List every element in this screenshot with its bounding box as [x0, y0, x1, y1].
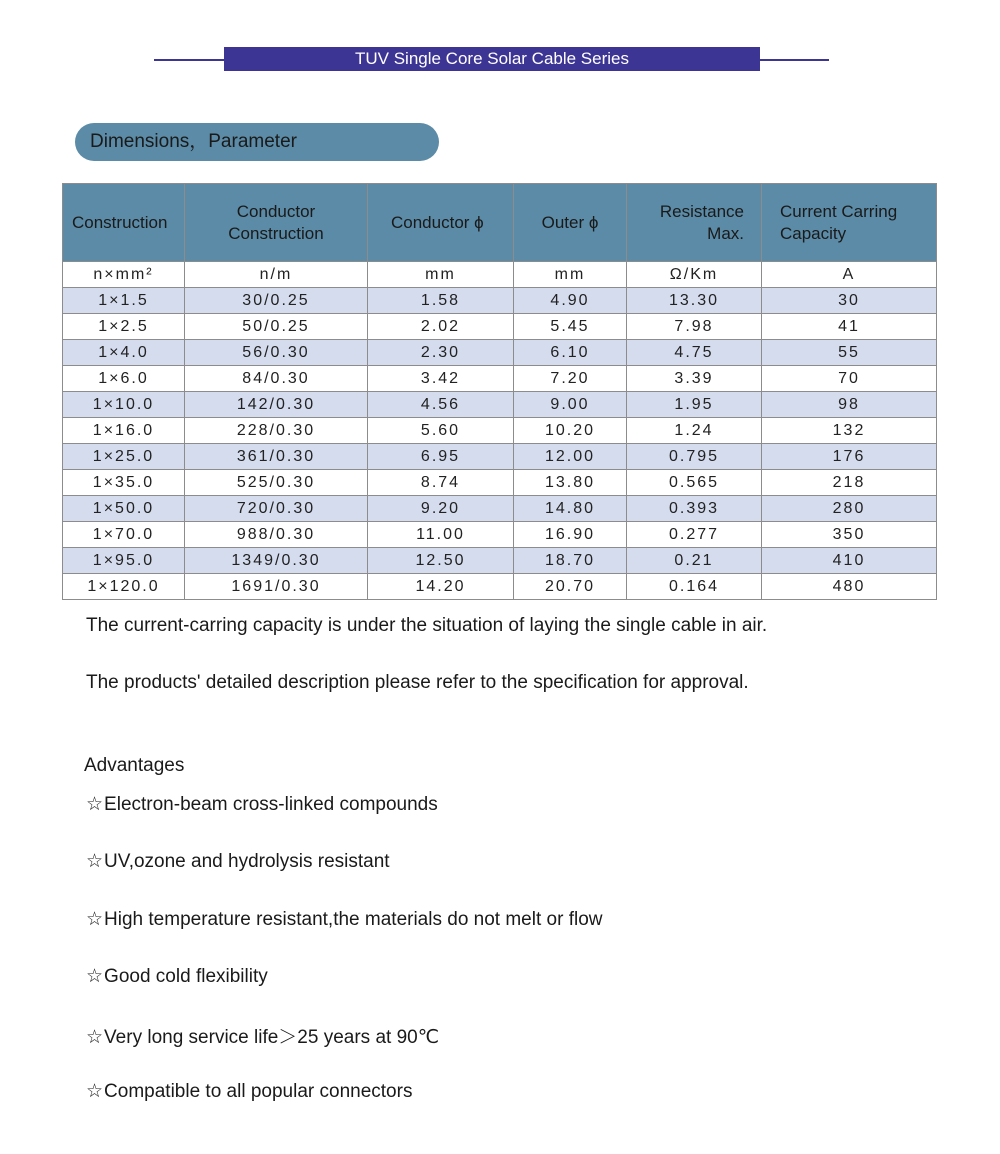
table-cell: 350: [762, 522, 937, 548]
advantage-text: Electron-beam cross-linked compounds: [104, 794, 438, 815]
col-header-resistance: [627, 184, 762, 262]
advantage-item: [86, 793, 438, 816]
table-cell: 0.21: [627, 548, 762, 574]
note-current-capacity: The current-carring capacity is under the situation of laying the single cable in air.: [86, 615, 768, 636]
col-header-construction: Construction: [63, 184, 185, 262]
table-row: [63, 548, 937, 574]
table-cell: 1349/0.30: [185, 548, 368, 574]
star-icon: ☆: [86, 851, 104, 872]
table-cell: 361/0.30: [185, 444, 368, 470]
table-cell: 0.164: [627, 574, 762, 600]
advantage-item: [86, 1022, 439, 1049]
table-row: [63, 314, 937, 340]
star-icon: ☆: [86, 909, 104, 930]
table-cell: 1×120.0: [63, 574, 185, 600]
table-cell: 41: [762, 314, 937, 340]
table-cell: 84/0.30: [185, 366, 368, 392]
table-cell: 9.00: [514, 392, 627, 418]
table-cell: 13.30: [627, 288, 762, 314]
spec-table: [62, 183, 937, 600]
advantage-text: Very long service life＞25 years at 90℃: [104, 1027, 440, 1048]
unit-cell: mm: [368, 262, 514, 288]
table-cell: 2.30: [368, 340, 514, 366]
star-icon: ☆: [86, 794, 104, 815]
table-cell: 218: [762, 470, 937, 496]
advantage-text: Compatible to all popular connectors: [104, 1081, 413, 1102]
unit-cell: Ω/Km: [627, 262, 762, 288]
table-cell: 410: [762, 548, 937, 574]
table-cell: 56/0.30: [185, 340, 368, 366]
title-rule-right: [758, 59, 829, 61]
table-cell: 2.02: [368, 314, 514, 340]
table-cell: 98: [762, 392, 937, 418]
col-header-conductor-construction: [185, 184, 368, 262]
table-cell: 14.20: [368, 574, 514, 600]
table-cell: 988/0.30: [185, 522, 368, 548]
table-cell: 480: [762, 574, 937, 600]
table-cell: 6.95: [368, 444, 514, 470]
table-body: [63, 262, 937, 600]
table-cell: 1×4.0: [63, 340, 185, 366]
table-row: [63, 470, 937, 496]
table-cell: 3.39: [627, 366, 762, 392]
table-cell: 1×10.0: [63, 392, 185, 418]
unit-cell: A: [762, 262, 937, 288]
table-row: [63, 574, 937, 600]
table-cell: 12.00: [514, 444, 627, 470]
advantages-heading: Advantages: [84, 755, 185, 776]
col-header-current-capacity: Current Carring Capacity: [762, 184, 937, 262]
table-cell: 7.20: [514, 366, 627, 392]
col-header-outer-diameter: Outer ϕ: [514, 184, 627, 262]
advantage-text: High temperature resistant,the materials do not melt or flow: [104, 909, 603, 930]
table-cell: 50/0.25: [185, 314, 368, 340]
title-rule-left: [154, 59, 226, 61]
table-cell: 1.95: [627, 392, 762, 418]
table-header-row: [63, 184, 937, 262]
unit-cell: n×mm²: [63, 262, 185, 288]
unit-cell: mm: [514, 262, 627, 288]
table-row: [63, 444, 937, 470]
table-cell: 0.393: [627, 496, 762, 522]
table-cell: 5.45: [514, 314, 627, 340]
table-cell: 525/0.30: [185, 470, 368, 496]
table-cell: 142/0.30: [185, 392, 368, 418]
table-cell: 8.74: [368, 470, 514, 496]
table-row: [63, 366, 937, 392]
table-cell: 0.565: [627, 470, 762, 496]
advantage-item: [86, 965, 268, 988]
table-cell: 7.98: [627, 314, 762, 340]
table-cell: 5.60: [368, 418, 514, 444]
table-cell: 1×16.0: [63, 418, 185, 444]
col-header-conductor-construction-text: Conductor Construction: [228, 201, 324, 243]
advantage-text: Good cold flexibility: [104, 966, 268, 987]
note-specification: The products' detailed description please refer to the specification for approval.: [86, 672, 749, 693]
table-row: [63, 288, 937, 314]
table-cell: 1×1.5: [63, 288, 185, 314]
table-cell: 4.75: [627, 340, 762, 366]
table-cell: 4.56: [368, 392, 514, 418]
table-cell: 30/0.25: [185, 288, 368, 314]
table-cell: 280: [762, 496, 937, 522]
table-row: [63, 496, 937, 522]
col-header-conductor-diameter: Conductor ϕ: [368, 184, 514, 262]
table-row: [63, 418, 937, 444]
table-cell: 10.20: [514, 418, 627, 444]
table-cell: 228/0.30: [185, 418, 368, 444]
table-cell: 9.20: [368, 496, 514, 522]
table-cell: 0.795: [627, 444, 762, 470]
table-cell: 16.90: [514, 522, 627, 548]
table-row: [63, 522, 937, 548]
table-cell: 1×70.0: [63, 522, 185, 548]
table-cell: 4.90: [514, 288, 627, 314]
advantage-text: UV,ozone and hydrolysis resistant: [104, 851, 390, 872]
table-row: [63, 392, 937, 418]
unit-cell: n/m: [185, 262, 368, 288]
table-cell: 1×35.0: [63, 470, 185, 496]
table-cell: 1×95.0: [63, 548, 185, 574]
table-cell: 13.80: [514, 470, 627, 496]
table-cell: 720/0.30: [185, 496, 368, 522]
table-cell: 20.70: [514, 574, 627, 600]
table-cell: 1×50.0: [63, 496, 185, 522]
table-cell: 12.50: [368, 548, 514, 574]
advantage-item: [86, 850, 390, 873]
star-icon: ☆: [86, 1027, 104, 1048]
units-row: [63, 262, 937, 288]
table-cell: 55: [762, 340, 937, 366]
col-header-resistance-text: Resistance Max.: [659, 201, 744, 243]
table-cell: 30: [762, 288, 937, 314]
table-cell: 18.70: [514, 548, 627, 574]
table-cell: 1×25.0: [63, 444, 185, 470]
table-cell: 1×6.0: [63, 366, 185, 392]
table-cell: 11.00: [368, 522, 514, 548]
table-cell: 1.24: [627, 418, 762, 444]
table-cell: 1.58: [368, 288, 514, 314]
table-row: [63, 340, 937, 366]
table-cell: 70: [762, 366, 937, 392]
table-cell: 0.277: [627, 522, 762, 548]
page-title: TUV Single Core Solar Cable Series: [224, 47, 760, 71]
table-cell: 6.10: [514, 340, 627, 366]
advantage-item: [86, 1080, 412, 1103]
star-icon: ☆: [86, 966, 104, 987]
section-heading: Dimensions，Parameter: [75, 123, 439, 161]
table-cell: 1×2.5: [63, 314, 185, 340]
table-cell: 132: [762, 418, 937, 444]
star-icon: ☆: [86, 1081, 104, 1102]
table-cell: 3.42: [368, 366, 514, 392]
table-cell: 1691/0.30: [185, 574, 368, 600]
table-cell: 176: [762, 444, 937, 470]
table-cell: 14.80: [514, 496, 627, 522]
advantage-item: [86, 908, 603, 931]
